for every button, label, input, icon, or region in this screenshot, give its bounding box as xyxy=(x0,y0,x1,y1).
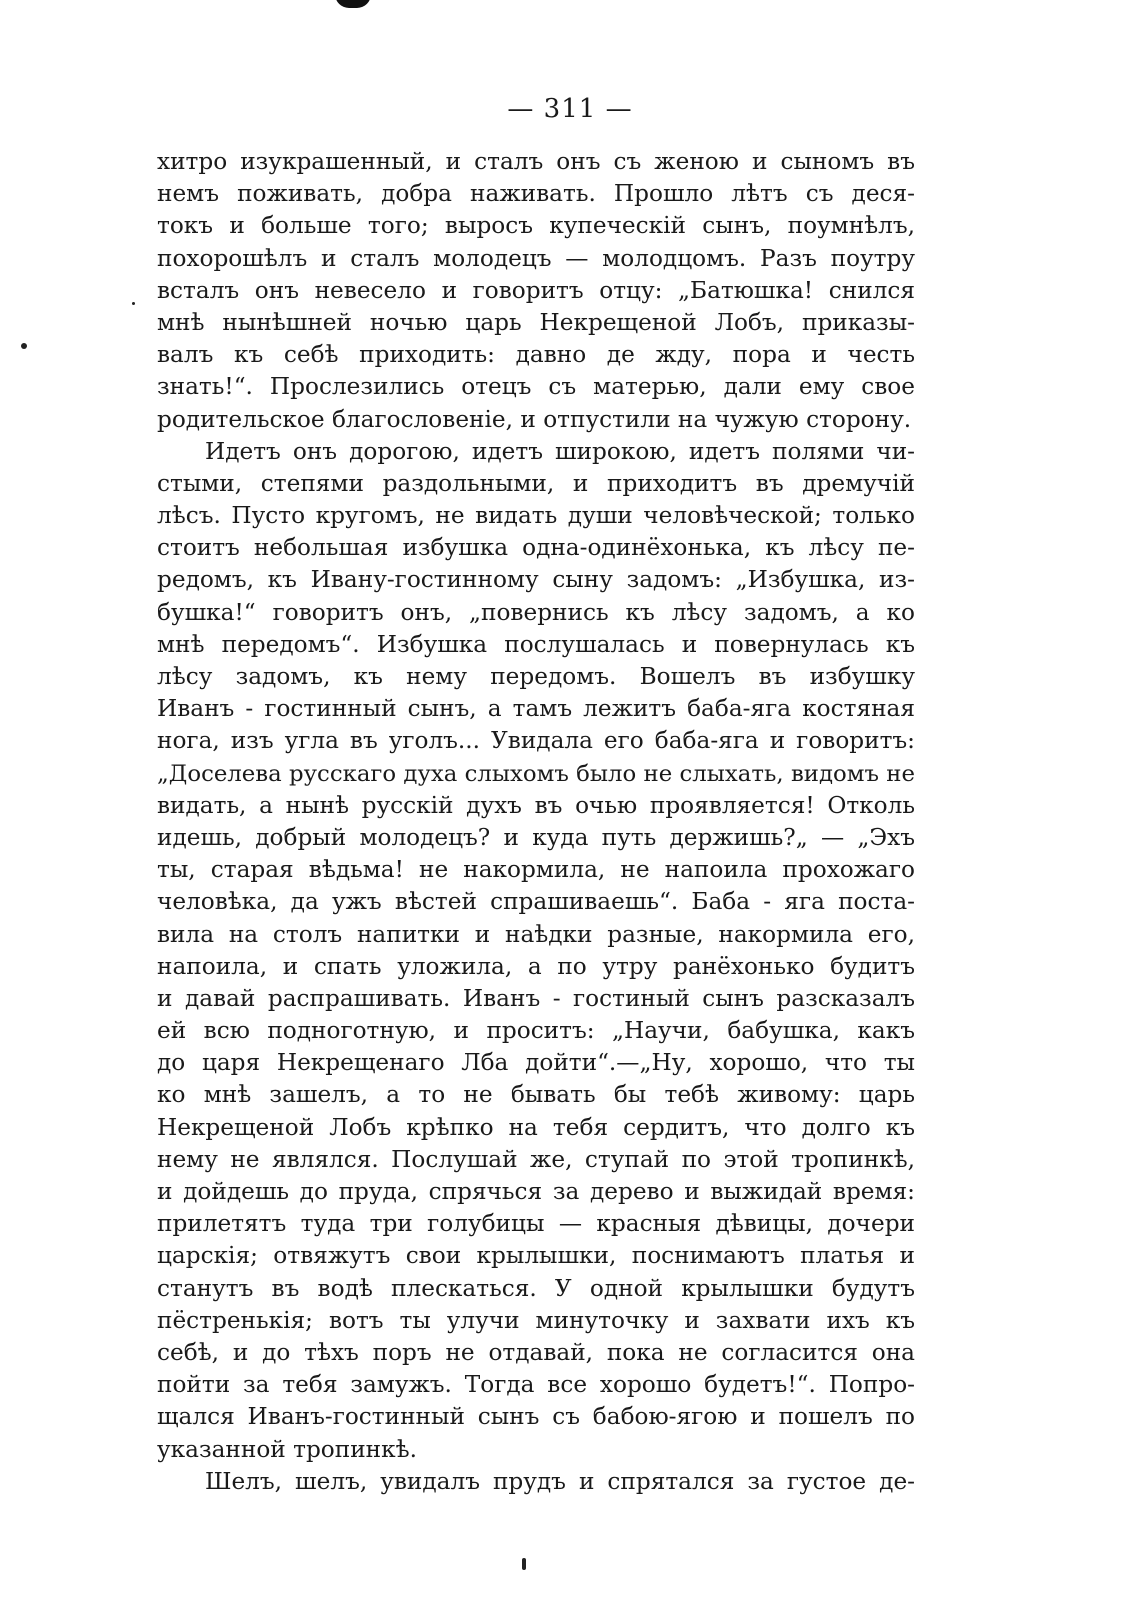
text-line: редомъ, къ Ивану-гостинному сыну задомъ: „Избушка, из- xyxy=(157,566,915,594)
text-line: пёстренькія; вотъ ты улучи минуточку и захвати ихъ къ xyxy=(157,1306,915,1334)
text-line: человѣка, да ужъ вѣстей спрашиваешь“. Баба - яга поста- xyxy=(157,888,915,916)
text-line: токъ и больше того; выросъ купеческій сынъ, поумнѣлъ, xyxy=(157,212,915,240)
scan-speck xyxy=(21,343,27,349)
text-line: пойти за тебя замужъ. Тогда все хорошо будетъ!“. Попро- xyxy=(157,1371,915,1399)
text-line: Иванъ - гостинный сынъ, а тамъ лежитъ баба-яга костяная xyxy=(157,695,915,723)
text-line: вила на столъ напитки и наѣдки разные, накормила его, xyxy=(157,920,915,948)
text-line: указанной тропинкѣ. xyxy=(157,1435,417,1463)
page-body-text xyxy=(157,146,915,1498)
scan-speck xyxy=(132,302,135,305)
text-line: напоила, и спать уложила, а по утру ранёхонько будитъ xyxy=(157,952,915,980)
text-line: идешь, добрый молодецъ? и куда путь держишь?„ — „Эхъ xyxy=(157,823,915,851)
page-number: — 311 — xyxy=(507,94,633,124)
text-line: ты, старая вѣдьма! не накормила, не напоила прохожаго xyxy=(157,856,915,884)
scan-smudge xyxy=(335,0,371,8)
text-line: нога, изъ угла въ уголъ... Увидала его баба-яга и говоритъ: xyxy=(157,727,915,755)
text-line: ей всю подноготную, и проситъ: „Научи, бабушка, какъ xyxy=(157,1017,915,1045)
text-line: стоитъ небольшая избушка одна-одинёхонька, къ лѣсу пе- xyxy=(157,534,915,562)
text-line: мнѣ передомъ“. Избушка послушалась и повернулась къ xyxy=(157,630,915,658)
text-line: немъ поживать, добра наживать. Прошло лѣтъ съ деся- xyxy=(157,180,915,208)
text-line: до царя Некрещенаго Лба дойти“.—„Ну, хорошо, что ты xyxy=(157,1049,915,1077)
text-line: валъ къ себѣ приходить: давно де жду, пора и честь xyxy=(157,341,915,369)
text-line: стыми, степями раздольными, и приходитъ въ дремучій xyxy=(157,469,915,497)
text-line: себѣ, и до тѣхъ поръ не отдавай, пока не согласится она xyxy=(157,1338,915,1366)
text-line: царскія; отвяжутъ свои крылышки, поснимаютъ платья и xyxy=(157,1242,915,1270)
text-line: и дойдешь до пруда, спрячься за дерево и выжидай время: xyxy=(157,1178,915,1205)
text-line: знать!“. Прослезились отецъ съ матерью, дали ему свое xyxy=(157,373,915,401)
text-line: хитро изукрашенный, и сталъ онъ съ женою и сыномъ въ xyxy=(157,148,915,175)
text-line: видать, а нынѣ русскій духъ въ очью проявляется! Отколь xyxy=(157,791,915,819)
scan-speck xyxy=(522,1558,526,1570)
text-line: похорошѣлъ и сталъ молодецъ — молодцомъ. Разъ поутру xyxy=(157,244,915,272)
text-line: ко мнѣ зашелъ, а то не бывать бы тебѣ живому: царь xyxy=(157,1081,915,1109)
text-line: мнѣ нынѣшней ночью царь Некрещеной Лобъ, приказы- xyxy=(157,308,915,336)
text-line: и давай распрашивать. Иванъ - гостиный сынъ разсказалъ xyxy=(157,984,915,1012)
text-line: Идетъ онъ дорогою, идетъ широкою, идетъ полями чи- xyxy=(205,437,915,465)
text-line: „Доселева русскаго духа слыхомъ было не слыхать, видомъ не xyxy=(157,760,915,787)
text-line: станутъ въ водѣ плескаться. У одной крылышки будутъ xyxy=(157,1274,915,1302)
text-line: Некрещеной Лобъ крѣпко на тебя сердитъ, что долго къ xyxy=(157,1113,915,1141)
text-line: прилетятъ туда три голубицы — красныя дѣвицы, дочери xyxy=(157,1210,915,1238)
text-line: Шелъ, шелъ, увидалъ прудъ и спрятался за густое де- xyxy=(205,1467,915,1495)
text-line: нему не являлся. Послушай же, ступай по этой тропинкѣ, xyxy=(157,1145,915,1173)
text-line: родительское благословеніе, и отпустили на чужую сторону. xyxy=(157,405,912,433)
text-line: лѣсу задомъ, къ нему передомъ. Вошелъ въ избушку xyxy=(157,663,915,690)
text-line: всталъ онъ невесело и говоритъ отцу: „Батюшка! снился xyxy=(157,276,915,304)
text-line: лѣсъ. Пусто кругомъ, не видать души человѣческой; только xyxy=(157,502,915,530)
text-line: бушка!“ говоритъ онъ, „повернись къ лѣсу задомъ, а ко xyxy=(157,598,915,626)
text-line: щался Иванъ-гостинный сынъ съ бабою-ягою и пошелъ по xyxy=(157,1403,915,1431)
